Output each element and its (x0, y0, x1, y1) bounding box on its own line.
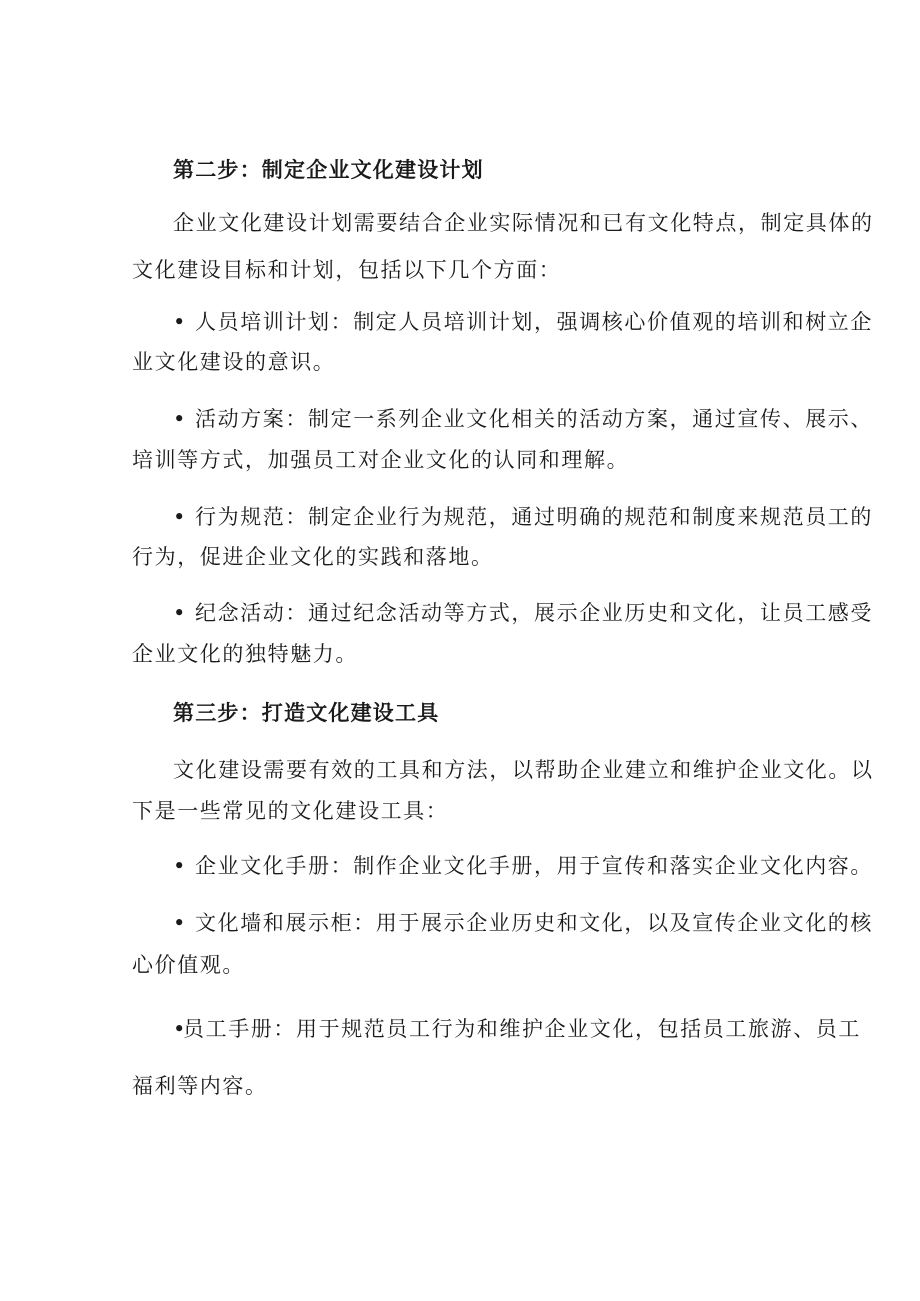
bullet-marker: • (173, 911, 187, 935)
section3-intro-line2: 下是一些常见的文化建设工具： (132, 799, 449, 823)
bullet-marker: • (173, 854, 187, 878)
list-item-culture-manual (173, 853, 873, 879)
list-item-behavior-norms-cont: 行为，促进企业文化的实践和落地。 (132, 545, 494, 569)
list-item-culture-wall (173, 910, 873, 936)
list-item-text: 企业文化手册：制作企业文化手册，用于宣传和落实企业文化内容。 (195, 854, 873, 878)
bullet-marker: • (173, 310, 187, 334)
list-item-training-plan (173, 309, 873, 335)
list-item-activity-plan-cont: 培训等方式，加强员工对企业文化的认同和理解。 (132, 448, 630, 472)
bullet-marker: • (173, 407, 187, 431)
list-item-text: 人员培训计划：制定人员培训计划，强调核心价值观的培训和树立企 (195, 310, 873, 334)
list-item-culture-wall-cont: 心价值观。 (132, 953, 245, 977)
section3-intro-line1: 文化建设需要有效的工具和方法，以帮助企业建立和维护企业文化。以 (173, 758, 874, 782)
list-item-activity-plan (173, 406, 873, 432)
list-item-text: 行为规范：制定企业行为规范，通过明确的规范和制度来规范员工的 (195, 505, 873, 529)
list-item-text: 活动方案：制定一系列企业文化相关的活动方案，通过宣传、展示、 (195, 407, 873, 431)
section2-intro-line2: 文化建设目标和计划，包括以下几个方面： (132, 258, 562, 282)
list-item-training-plan-cont: 业文化建设的意识。 (132, 350, 336, 374)
list-item-commemoration-cont: 企业文化的独特魅力。 (132, 642, 358, 666)
list-item-behavior-norms (173, 504, 873, 530)
list-item-text: 文化墙和展示柜：用于展示企业历史和文化，以及宣传企业文化的核 (195, 911, 873, 935)
bullet-marker: • (173, 601, 187, 625)
bullet-marker: • (173, 1017, 187, 1041)
section-heading-step2: 第二步：制定企业文化建设计划 (173, 157, 484, 182)
list-item-text: 纪念活动：通过纪念活动等方式，展示企业历史和文化，让员工感受 (195, 601, 873, 625)
list-item-employee-handbook (173, 1016, 861, 1042)
bullet-marker: • (173, 505, 187, 529)
list-item-commemoration (173, 600, 873, 626)
section2-intro-line1: 企业文化建设计划需要结合企业实际情况和已有文化特点，制定具体的 (173, 211, 874, 235)
list-item-text: 员工手册：用于规范员工行为和维护企业文化，包括员工旅游、员工 (183, 1017, 861, 1041)
list-item-employee-handbook-cont: 福利等内容。 (132, 1074, 268, 1098)
section-heading-step3: 第三步：打造文化建设工具 (173, 700, 440, 725)
